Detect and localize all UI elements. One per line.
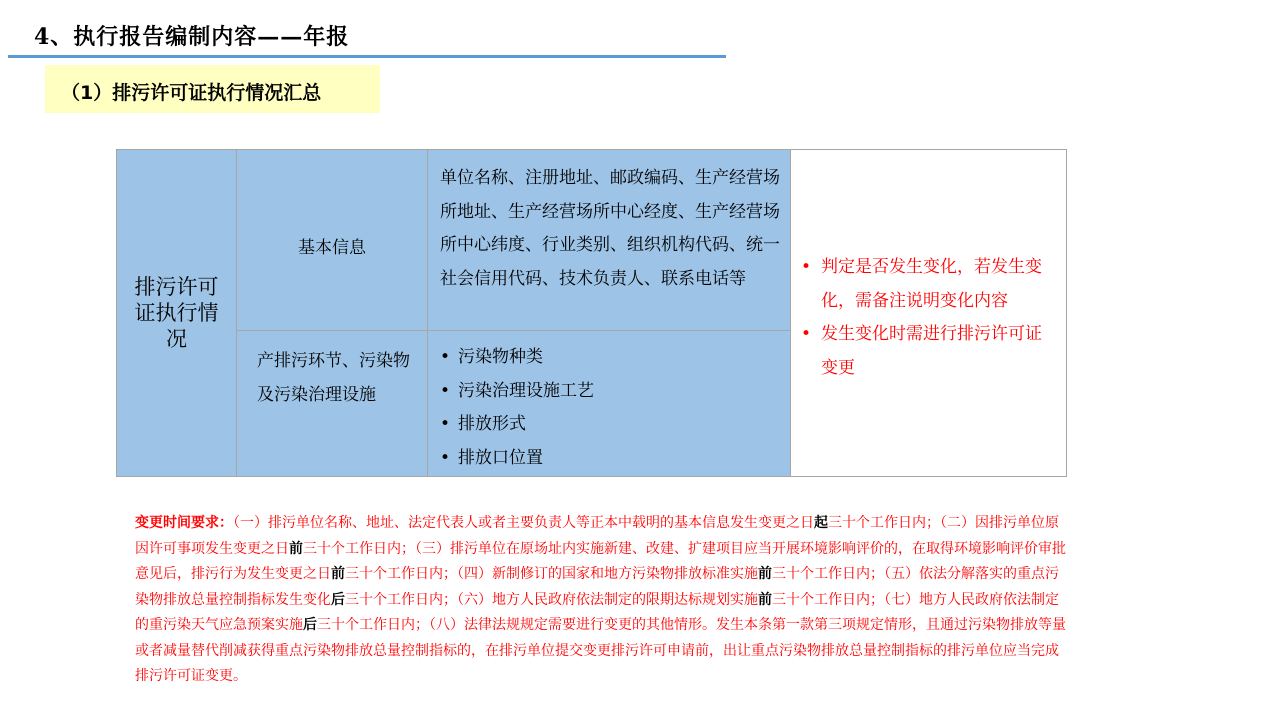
note-item: • 判定是否发生变化，若发生变化，需备注说明变化内容	[801, 251, 1056, 318]
pollution-items-cell	[428, 331, 791, 476]
bullet-icon: •	[801, 324, 812, 344]
bullet-icon: •	[440, 347, 451, 367]
list-item: • 排放口位置	[440, 442, 594, 476]
pollution-cell	[237, 331, 428, 476]
note-item: • 发生变化时需进行排污许可证变更	[801, 318, 1056, 385]
list-item: • 排放形式	[440, 408, 594, 442]
notes-list	[801, 251, 1056, 385]
page-title: 4、执行报告编制内容——年报	[34, 24, 350, 50]
category-label: 排污许可证执行情况	[134, 275, 219, 351]
list-item: • 污染治理设施工艺	[440, 375, 594, 409]
summary-table	[116, 149, 1067, 477]
requirements-label: 变更时间要求：	[135, 515, 233, 531]
basic-info-description: 单位名称、注册地址、邮政编码、生产经营场所地址、生产经营场所中心经度、生产经营场所中心纬度、行业类别、组织机构代码、统一社会信用代码、技术负责人、联系电话等	[440, 168, 780, 289]
bullet-icon: •	[440, 447, 451, 468]
title-divider	[8, 55, 726, 58]
category-cell	[117, 150, 237, 476]
pollution-item-list	[440, 341, 594, 475]
basic-info-cell	[237, 150, 428, 331]
bullet-icon: •	[440, 414, 451, 434]
section-heading-box	[45, 65, 380, 113]
notes-cell	[791, 150, 1066, 476]
pollution-label: 产排污环节、污染物及污染治理设施	[257, 351, 410, 405]
section-heading: （1）排污许可证执行情况汇总	[61, 82, 322, 104]
list-item: • 污染物种类	[440, 341, 594, 375]
bullet-icon: •	[440, 380, 451, 401]
bullet-icon: •	[801, 257, 812, 277]
basic-info-label: 基本信息	[298, 238, 366, 258]
basic-info-description-cell	[428, 150, 791, 331]
change-time-requirements: 变更时间要求：（一）排污单位名称、地址、法定代表人或者主要负责人等正本中载明的基本信息发生变更之日起三十个工作日内；（二）因排污单位原因许可事项发生变更之日前三十个工作日内；（三）排污单位在原场址内实施新建、改建、扩建项目应当开展环境影响评价的，在取得环境影响评价审批意见后，排污行为发生变更之日前三十个工作日内；（四）新制修订的国家和地方污染物排放标准实施前三十个工作日内；（五）依法分解落实的重点污染物排放总量控制指标发生变化后三十个工作日内；（六）地方人民政府依法制定的限期达标规划实施前三十个工作日内；（七）地方人民政府依法制定的重污染天气应急预案实施后三十个工作日内；（八）法律法规规定需要进行变更的其他情形。发生本条第一款第三项规定情形，且通过污染物排放等量或者减量替代削减获得重点污染物排放总量控制指标的，在排污单位提交变更排污许可申请前，出让重点污染物排放总量控制指标的排污单位应当完成排污许可证变更。	[135, 515, 1066, 684]
